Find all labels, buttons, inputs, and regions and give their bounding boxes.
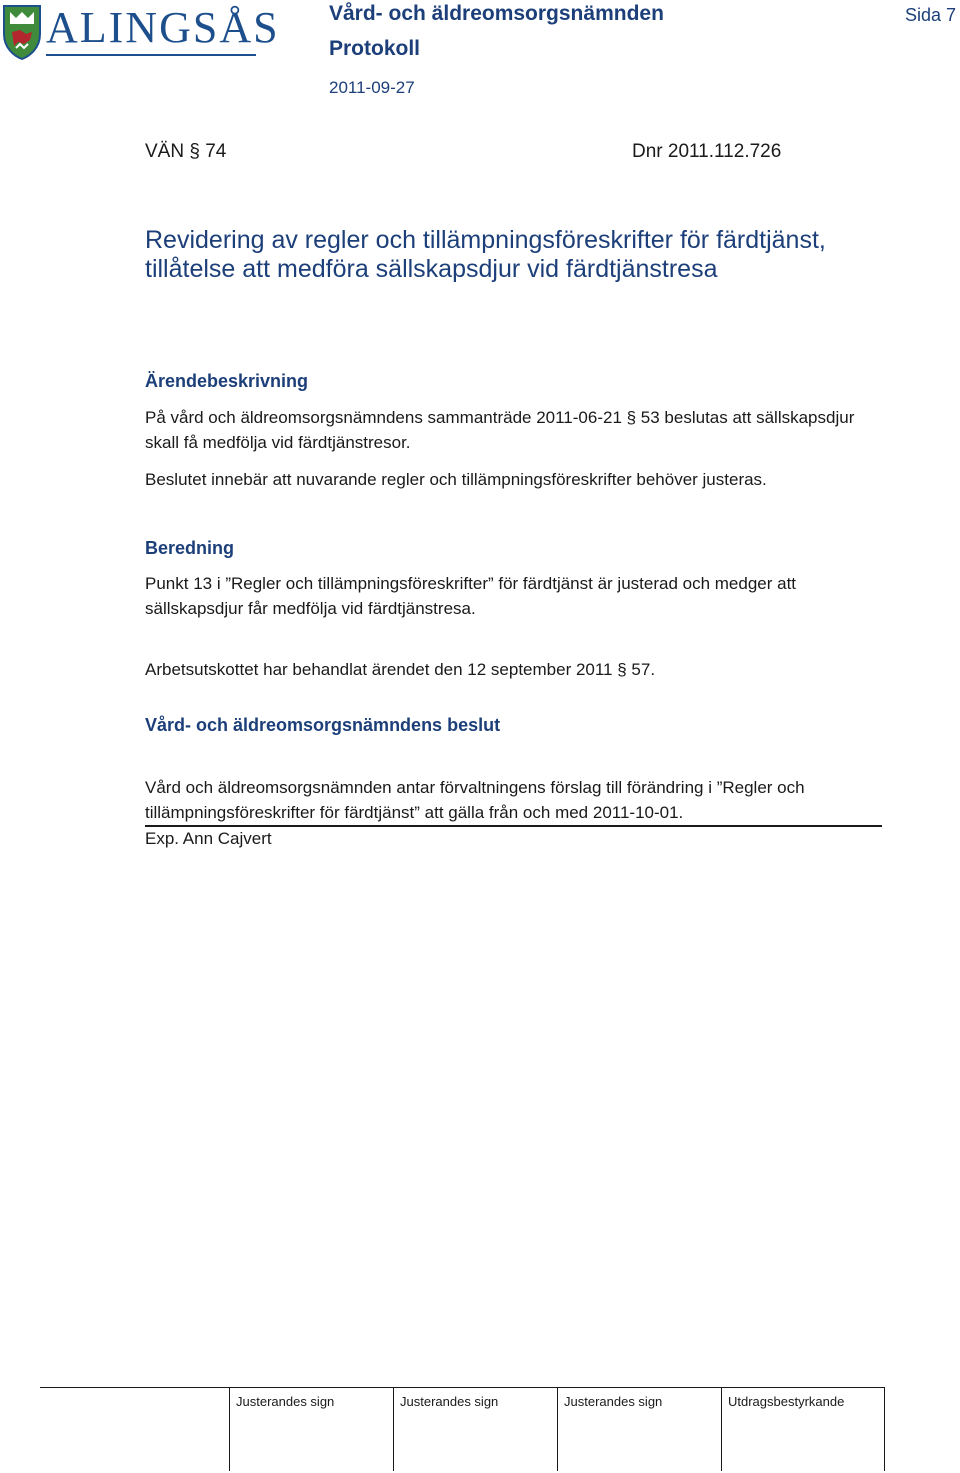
header-organization: Vård- och äldreomsorgsnämnden	[329, 2, 664, 25]
section-heading-beslut: Vård- och äldreomsorgsnämndens beslut	[145, 715, 501, 735]
page-number: Sida 7	[905, 5, 957, 25]
coat-of-arms-icon	[2, 4, 42, 60]
beslut-paragraph: Vård och äldreomsorgsnämnden antar förvaltningens förslag till förändring i ”Regler och tillämpningsföreskrifter för färdtjänst” att gälla från och med 2011-10-01.	[145, 778, 805, 822]
logo-underline	[46, 54, 256, 56]
footer-divider	[40, 1387, 884, 1388]
arendebeskrivning-paragraph-1: På vård och äldreomsorgsnämndens sammanträde 2011-06-21 § 53 beslutas att sällskapsdjur skall få medfölja vid färdtjänstresor.	[145, 408, 855, 452]
signature-box	[557, 1387, 558, 1471]
beredning-paragraph-1: Punkt 13 i ”Regler och tillämpningsföreskrifter” för färdtjänst är justerad och medger att sällskapsdjur får medfölja vid färdtjänstresa.	[145, 574, 797, 618]
signature-label: Justerandes sign	[400, 1394, 499, 1409]
diary-number: Dnr 2011.112.726	[632, 141, 782, 162]
signature-box	[229, 1387, 230, 1471]
header-document-type: Protokoll	[329, 37, 421, 60]
beredning-paragraph-2: Arbetsutskottet har behandlat ärendet den 12 september 2011 § 57.	[145, 660, 656, 679]
signature-label: Justerandes sign	[564, 1394, 663, 1409]
signature-label: Justerandes sign	[236, 1394, 335, 1409]
page-title: Revidering av regler och tillämpningsföreskrifter för färdtjänst, tillåtelse att medföra sällskapsdjur vid färdtjänstresa	[145, 226, 826, 283]
expedition-note: Exp. Ann Cajvert	[145, 829, 272, 848]
paragraph-reference: VÄN § 74	[145, 141, 227, 162]
header-date: 2011-09-27	[329, 78, 415, 97]
signature-box	[721, 1387, 722, 1471]
certification-label: Utdragsbestyrkande	[728, 1394, 845, 1409]
section-heading-beredning: Beredning	[145, 538, 235, 558]
logo-wordmark: ALINGSÅS	[46, 3, 280, 52]
signature-box	[393, 1387, 394, 1471]
arendebeskrivning-paragraph-2: Beslutet innebär att nuvarande regler och tillämpningsföreskrifter behöver justeras.	[145, 470, 767, 489]
alingsas-logo	[2, 3, 280, 62]
signature-box-edge	[884, 1387, 885, 1471]
section-heading-arendebeskrivning: Ärendebeskrivning	[145, 371, 309, 391]
